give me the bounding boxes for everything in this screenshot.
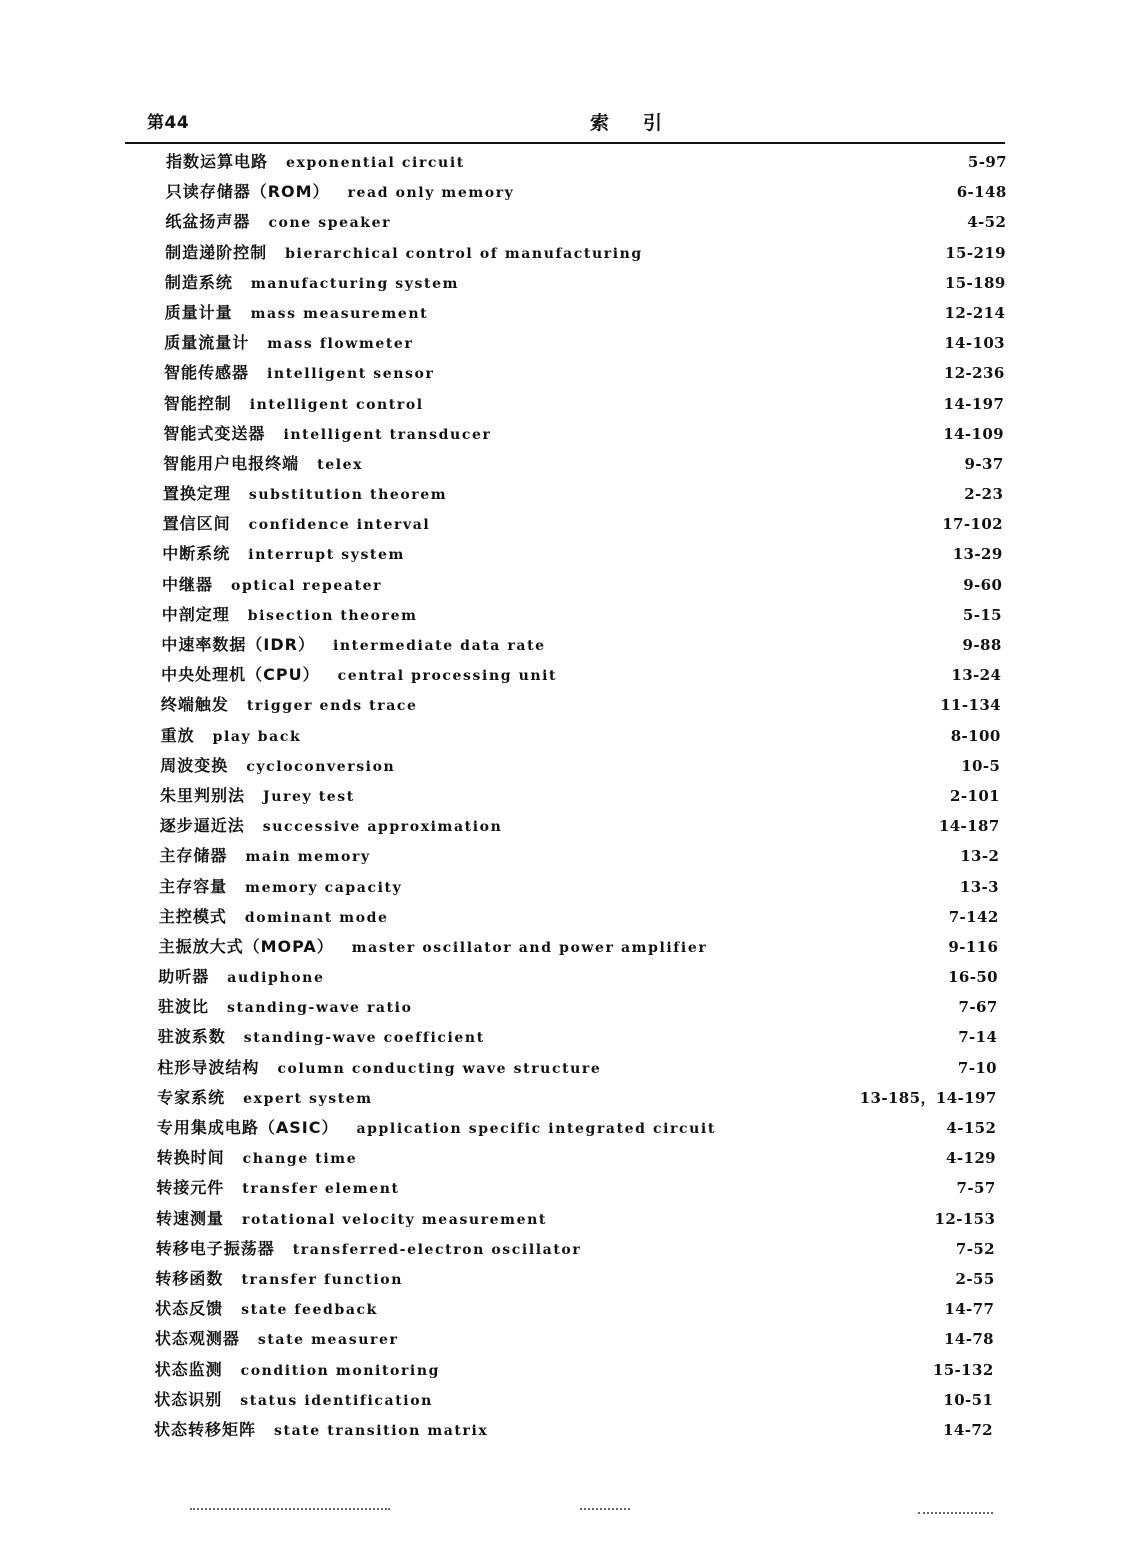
entry-term-chinese: 智能用户电报终端	[163, 453, 300, 473]
scan-mark	[190, 1508, 390, 1510]
entry-term	[163, 449, 363, 480]
index-entry	[0, 358, 1138, 388]
entry-page-ref: 14-78	[944, 1330, 994, 1349]
entry-term	[162, 570, 382, 601]
entry-term-chinese: 重放	[160, 725, 195, 745]
entry-term	[165, 207, 391, 238]
index-entry	[0, 207, 1138, 237]
index-entry	[0, 872, 1138, 902]
index-entry	[0, 389, 1138, 419]
index-entry	[0, 690, 1138, 720]
entry-term-english: play back	[212, 728, 302, 745]
entry-term	[160, 781, 355, 812]
entry-term-chinese: 主存容量	[159, 876, 228, 896]
entry-term-english: central processing unit	[337, 668, 558, 685]
entry-term-chinese: 柱形导波结构	[157, 1057, 260, 1077]
entry-term-chinese: 转换时间	[156, 1148, 225, 1168]
index-entry	[0, 177, 1138, 207]
index-list	[0, 147, 1138, 1445]
entry-page-ref: 7-52	[955, 1239, 995, 1258]
entry-term-chinese: 纸盆扬声器	[165, 212, 251, 232]
entry-term-english: standing-wave coefficient	[243, 1030, 485, 1047]
entry-term	[164, 389, 424, 420]
entry-term-chinese: 朱里判别法	[160, 785, 246, 805]
entry-term	[161, 660, 557, 691]
entry-page-ref: 17-102	[942, 515, 1003, 534]
entry-page-ref: 9-60	[963, 575, 1003, 594]
entry-term	[162, 600, 418, 631]
entry-term-chinese: 主控模式	[158, 906, 227, 926]
entry-term	[160, 811, 503, 842]
entry-term-english: intermediate data rate	[332, 638, 546, 654]
entry-term-english: state feedback	[241, 1302, 378, 1319]
entry-term	[155, 1355, 440, 1386]
scan-mark	[918, 1512, 993, 1514]
entry-term	[157, 1113, 716, 1144]
entry-term-english: standing-wave ratio	[227, 1000, 413, 1017]
section-title: 索引	[590, 112, 697, 134]
entry-term-chinese: 主存储器	[159, 846, 228, 866]
entry-term-english: state transition matrix	[274, 1422, 489, 1439]
entry-term-chinese: 只读存储器（ROM）	[165, 182, 330, 202]
entry-term	[159, 841, 370, 872]
index-entry	[0, 238, 1138, 268]
entry-term-english: read only memory	[347, 185, 515, 202]
entry-term	[163, 509, 431, 540]
entry-term-chinese: 指数运算电路	[166, 152, 269, 171]
index-entry	[0, 539, 1138, 569]
entry-term-english: condition monitoring	[240, 1362, 441, 1379]
entry-page-ref: 4-129	[946, 1149, 996, 1168]
entry-page-ref: 13-24	[951, 666, 1002, 685]
entry-page-ref: 7-142	[948, 907, 999, 926]
entry-term-chinese: 状态识别	[154, 1389, 223, 1409]
entry-page-ref: 7-57	[956, 1179, 996, 1198]
entry-term-english: transfer element	[242, 1181, 400, 1198]
entry-term-english: application specific integrated circuit	[356, 1121, 716, 1137]
entry-term	[157, 1053, 601, 1084]
index-entry	[0, 600, 1138, 630]
entry-term-english: interrupt system	[248, 547, 405, 564]
index-entry	[0, 449, 1138, 479]
entry-term-english: master oscillator and power amplifier	[351, 939, 708, 956]
entry-term	[163, 419, 491, 450]
index-entry	[0, 1294, 1138, 1324]
entry-term-english: state measurer	[257, 1332, 399, 1349]
entry-page-ref: 7-10	[957, 1058, 997, 1077]
entry-page-ref: 12-214	[944, 303, 1006, 322]
entry-term-chinese: 中央处理机（CPU）	[161, 665, 320, 685]
entry-term	[165, 268, 459, 299]
index-entry	[0, 479, 1138, 509]
entry-page-ref: 13-2	[960, 847, 1000, 866]
entry-term-english: bisection theorem	[247, 607, 418, 624]
index-entry	[0, 1385, 1138, 1415]
index-entry	[0, 660, 1138, 690]
entry-term	[159, 902, 389, 933]
entry-term-english: cone speaker	[268, 215, 392, 232]
entry-term-chinese: 制造递阶控制	[165, 242, 268, 262]
entry-page-ref: 2-55	[955, 1269, 995, 1288]
entry-term	[158, 992, 413, 1023]
entry-term	[166, 177, 515, 208]
entry-term	[156, 1173, 399, 1204]
index-entry	[0, 630, 1138, 660]
entry-term-english: telex	[317, 456, 364, 473]
entry-page-ref: 5-97	[967, 153, 1007, 171]
entry-term	[158, 1022, 485, 1053]
entry-term	[166, 147, 465, 178]
entry-term	[159, 932, 708, 963]
entry-term-chinese: 专家系统	[157, 1087, 226, 1107]
entry-term-english: exponential circuit	[286, 155, 465, 171]
entry-term-chinese: 转移电子振荡器	[155, 1238, 275, 1258]
entry-term	[162, 539, 405, 570]
entry-term-chinese: 转接元件	[156, 1178, 225, 1198]
entry-term-english: successive approximation	[262, 819, 503, 836]
entry-page-ref: 14-72	[943, 1420, 993, 1439]
entry-page-ref: 7-67	[958, 998, 998, 1017]
entry-term-chinese: 智能传感器	[164, 363, 250, 383]
entry-term-chinese: 转移函数	[155, 1268, 224, 1288]
entry-term-chinese: 智能控制	[163, 393, 232, 413]
entry-page-ref: 4-52	[967, 213, 1007, 232]
entry-term	[157, 1083, 373, 1114]
entry-term-english: substitution theorem	[248, 487, 448, 504]
index-entry	[0, 841, 1138, 871]
entry-term	[157, 1143, 358, 1174]
page-number: 第44	[147, 113, 190, 133]
entry-term-english: transferred-electron oscillator	[292, 1241, 582, 1258]
index-entry	[0, 1355, 1138, 1385]
entry-page-ref: 8-100	[950, 726, 1001, 745]
entry-term-chinese: 质量流量计	[164, 333, 250, 353]
entry-term	[156, 1234, 582, 1265]
entry-term	[164, 358, 434, 389]
entry-term-chinese: 中继器	[162, 574, 214, 594]
entry-term	[154, 1385, 433, 1416]
entry-term	[160, 751, 395, 782]
entry-term-english: optical repeater	[231, 577, 383, 594]
entry-page-ref: 9-37	[964, 454, 1004, 473]
entry-page-ref: 14-109	[943, 424, 1004, 443]
index-entry	[0, 1204, 1138, 1234]
entry-page-ref: 14-187	[938, 817, 1000, 836]
index-entry	[0, 147, 1138, 177]
entry-term-english: memory capacity	[245, 879, 403, 896]
index-entry	[0, 1053, 1138, 1083]
entry-page-ref: 6-148	[956, 183, 1007, 202]
entry-page-ref: 14-197	[943, 394, 1005, 413]
entry-page-ref: 16-50	[948, 968, 998, 987]
entry-term-english: rotational velocity measurement	[242, 1211, 547, 1228]
index-entry	[0, 570, 1138, 600]
entry-term-english: expert system	[243, 1090, 373, 1107]
index-entry	[0, 509, 1138, 539]
entry-term-english: bierarchical control of manufacturing	[285, 245, 643, 262]
entry-term-chinese: 置换定理	[162, 484, 231, 504]
entry-term-chinese: 质量计量	[164, 302, 233, 322]
entry-page-ref: 2-23	[964, 485, 1004, 504]
entry-term-english: intelligent control	[249, 396, 424, 413]
entry-term-english: intelligent sensor	[267, 366, 435, 383]
entry-term	[165, 298, 429, 329]
index-entry	[0, 932, 1138, 962]
entry-term-chinese: 状态监测	[154, 1359, 223, 1379]
page-header	[147, 108, 1007, 138]
index-entry	[0, 1264, 1138, 1294]
index-entry	[0, 419, 1138, 449]
entry-term-english: confidence interval	[248, 517, 431, 534]
entry-term-english: Jurey test	[263, 788, 355, 805]
entry-term-chinese: 逐步逼近法	[159, 816, 245, 836]
entry-term-chinese: 制造系统	[164, 272, 233, 292]
index-entry	[0, 811, 1138, 841]
entry-term-english: mass measurement	[250, 305, 429, 322]
entry-term-chinese: 周波变换	[160, 755, 229, 775]
entry-page-ref: 13-29	[952, 545, 1003, 564]
index-entry	[0, 721, 1138, 751]
entry-page-ref: 15-132	[932, 1360, 994, 1379]
entry-term-chinese: 中剖定理	[161, 604, 230, 624]
index-entry	[0, 962, 1138, 992]
entry-term-chinese: 专用集成电路（ASIC）	[156, 1118, 339, 1137]
entry-term-chinese: 中速率数据（IDR）	[161, 635, 315, 654]
entry-term-english: status identification	[240, 1392, 433, 1409]
index-entry	[0, 1113, 1138, 1143]
index-entry	[0, 268, 1138, 298]
entry-page-ref: 7-14	[958, 1028, 998, 1047]
entry-term-english: dominant mode	[244, 909, 389, 926]
entry-term	[158, 962, 324, 993]
index-entry	[0, 1324, 1138, 1354]
entry-term-chinese: 状态观测器	[154, 1329, 240, 1349]
index-entry	[0, 298, 1138, 328]
entry-page-ref: 5-15	[962, 605, 1002, 624]
entry-page-ref: 11-134	[940, 696, 1001, 715]
entry-term	[155, 1324, 399, 1355]
entry-page-ref: 9-88	[962, 636, 1002, 654]
entry-term-chinese: 中断系统	[162, 544, 231, 564]
entry-page-ref: 10-51	[943, 1390, 994, 1409]
entry-term-chinese: 智能式变送器	[163, 423, 266, 443]
entry-page-ref: 15-189	[944, 273, 1006, 292]
entry-term-chinese: 驻波系数	[157, 1027, 226, 1047]
entry-page-ref: 14-77	[944, 1300, 995, 1319]
index-entry	[0, 1234, 1138, 1264]
entry-page-ref: 13-185，14-197	[859, 1088, 997, 1107]
index-entry	[0, 992, 1138, 1022]
entry-term-chinese: 主振放大式（MOPA）	[158, 936, 334, 956]
index-entry	[0, 328, 1138, 358]
index-entry	[0, 1173, 1138, 1203]
index-entry	[0, 1083, 1138, 1113]
entry-term	[161, 721, 302, 752]
entry-term-chinese: 转速测量	[156, 1208, 225, 1228]
entry-page-ref: 4-152	[946, 1119, 997, 1137]
entry-term-english: cycloconversion	[246, 758, 396, 775]
entry-term	[155, 1294, 378, 1325]
entry-term	[165, 238, 643, 269]
scan-mark	[580, 1508, 630, 1510]
index-entry	[0, 751, 1138, 781]
entry-term-english: audiphone	[227, 970, 325, 987]
index-entry	[0, 1143, 1138, 1173]
entry-page-ref: 2-101	[950, 786, 1000, 805]
entry-page-ref: 15-219	[945, 243, 1006, 262]
entry-term	[155, 1264, 403, 1295]
entry-term-english: main memory	[245, 849, 371, 866]
entry-page-ref: 10-5	[961, 756, 1001, 775]
entry-term-chinese: 助听器	[158, 967, 210, 987]
entry-term-chinese: 置信区间	[162, 514, 231, 534]
entry-term-english: change time	[242, 1151, 358, 1168]
index-entry	[0, 1022, 1138, 1052]
entry-page-ref: 9-116	[948, 937, 999, 956]
entry-page-ref: 12-153	[934, 1209, 996, 1228]
entry-term-chinese: 状态转移矩阵	[154, 1419, 257, 1439]
entry-page-ref: 12-236	[943, 364, 1005, 383]
entry-term	[156, 1204, 547, 1235]
entry-term-english: transfer function	[241, 1271, 403, 1288]
entry-term-english: trigger ends trace	[246, 698, 418, 715]
entry-term	[154, 1415, 488, 1446]
entry-term-english: intelligent transducer	[283, 426, 492, 443]
entry-page-ref: 14-103	[944, 334, 1005, 353]
entry-term-english: manufacturing system	[250, 275, 459, 292]
entry-term	[159, 872, 402, 903]
entry-term	[164, 328, 413, 359]
entry-term-english: mass flowmeter	[267, 336, 414, 353]
entry-term-chinese: 驻波比	[158, 997, 210, 1017]
index-entry	[0, 1415, 1138, 1445]
index-entry	[0, 902, 1138, 932]
index-entry	[0, 781, 1138, 811]
entry-term	[161, 630, 545, 661]
entry-term	[163, 479, 447, 510]
entry-page-ref: 13-3	[959, 877, 999, 896]
entry-term	[161, 690, 418, 721]
header-rule	[125, 142, 1005, 144]
entry-term-english: column conducting wave structure	[277, 1060, 602, 1077]
entry-term-chinese: 状态反馈	[155, 1299, 224, 1319]
entry-term-chinese: 终端触发	[160, 695, 229, 715]
